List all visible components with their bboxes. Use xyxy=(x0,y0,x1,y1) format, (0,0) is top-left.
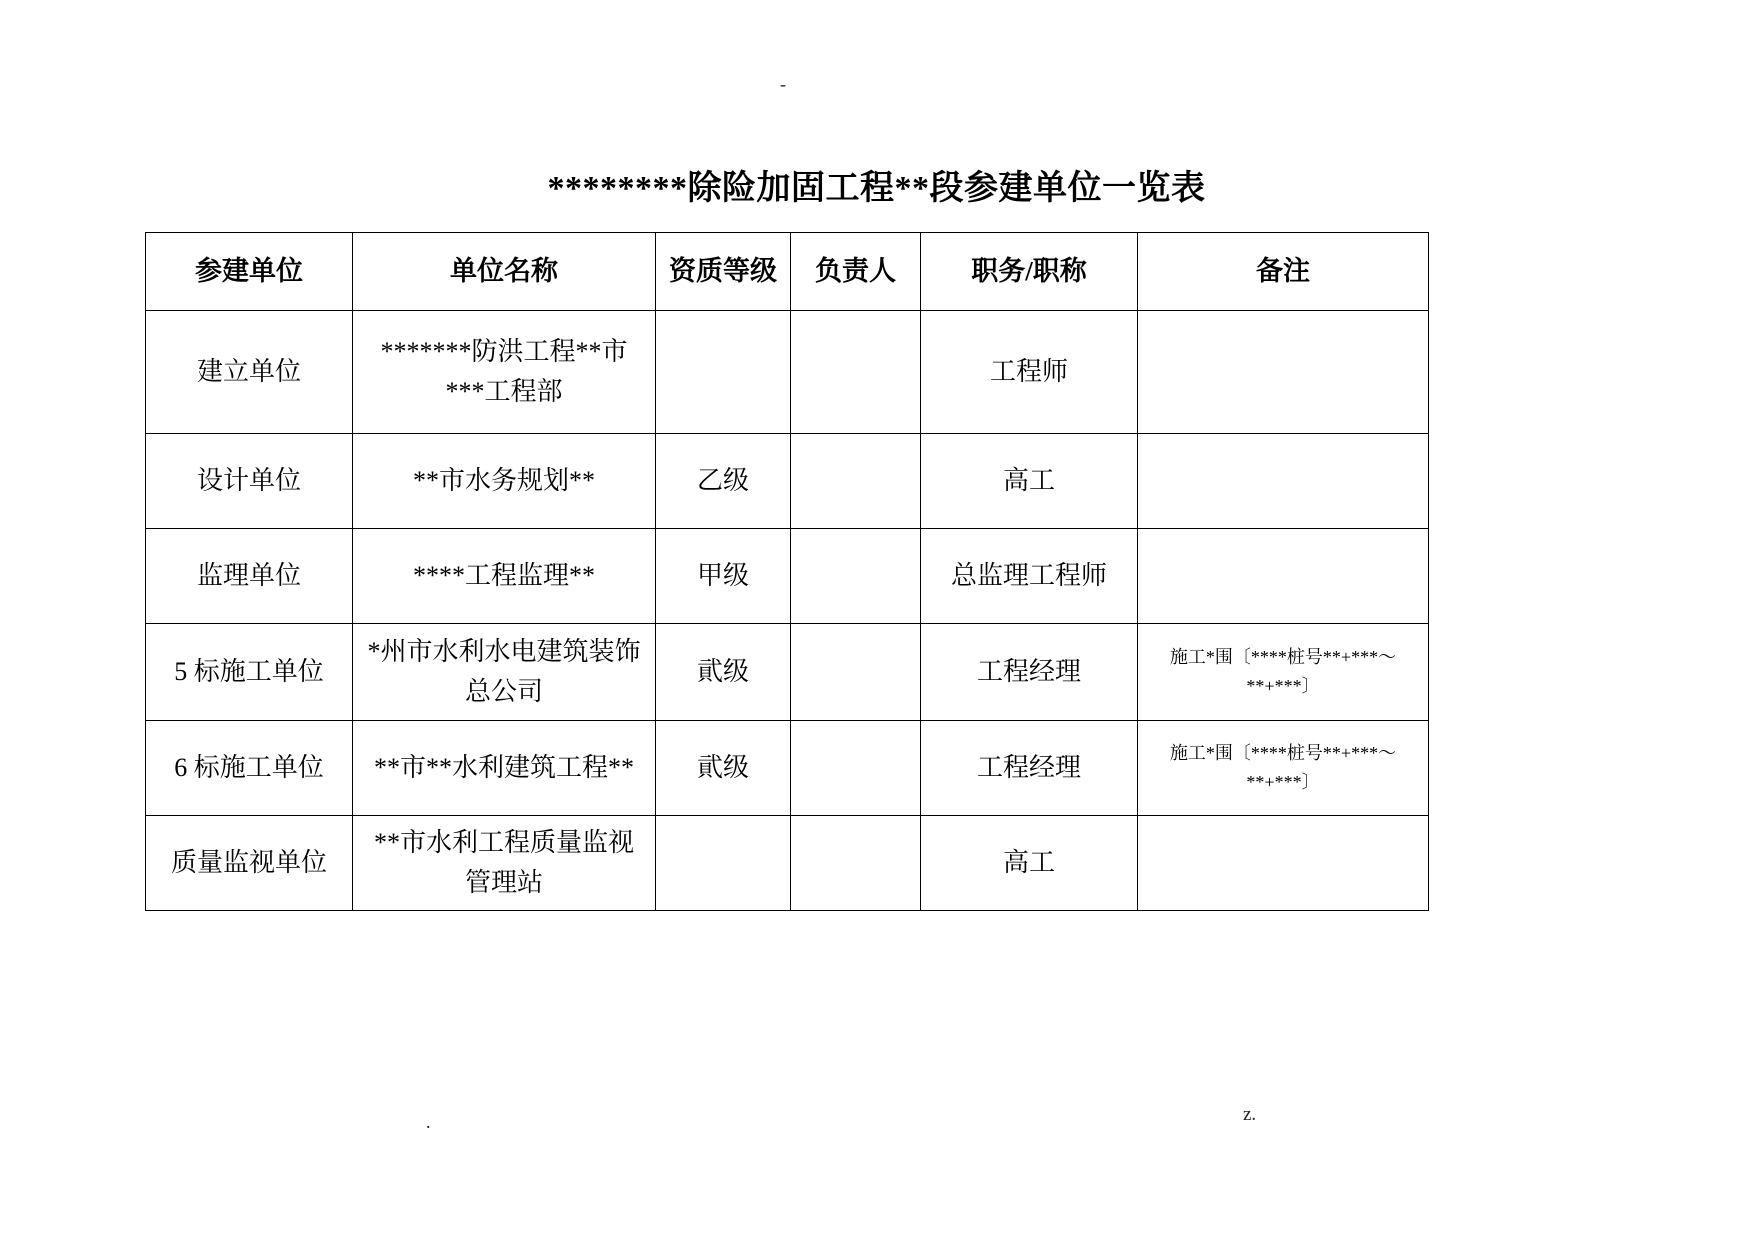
cell-unit-type: 5 标施工单位 xyxy=(146,624,353,721)
cell-remark xyxy=(1138,816,1429,911)
cell-unit-name: **市水利工程质量监视管理站 xyxy=(353,816,656,911)
cell-person xyxy=(791,624,921,721)
column-header-title: 职务/职称 xyxy=(921,233,1138,311)
cell-qualification: 貮级 xyxy=(656,624,791,721)
column-header-person: 负责人 xyxy=(791,233,921,311)
column-header-qualification: 资质等级 xyxy=(656,233,791,311)
column-header-unit-type: 参建单位 xyxy=(146,233,353,311)
cell-title: 工程经理 xyxy=(921,624,1138,721)
column-header-remark: 备注 xyxy=(1138,233,1429,311)
cell-person xyxy=(791,529,921,624)
cell-qualification xyxy=(656,816,791,911)
cell-unit-type: 建立单位 xyxy=(146,311,353,434)
table-header-row xyxy=(146,233,1429,311)
table-row xyxy=(146,721,1429,816)
cell-unit-name: *州市水利水电建筑装饰总公司 xyxy=(353,624,656,721)
cell-unit-type: 监理单位 xyxy=(146,529,353,624)
cell-unit-type: 质量监视单位 xyxy=(146,816,353,911)
cell-person xyxy=(791,434,921,529)
cell-title: 总监理工程师 xyxy=(921,529,1138,624)
cell-qualification: 貮级 xyxy=(656,721,791,816)
table-row xyxy=(146,311,1429,434)
cell-qualification xyxy=(656,311,791,434)
cell-qualification: 乙级 xyxy=(656,434,791,529)
cell-title: 工程经理 xyxy=(921,721,1138,816)
cell-title: 工程师 xyxy=(921,311,1138,434)
column-header-unit-name: 单位名称 xyxy=(353,233,656,311)
table-row xyxy=(146,529,1429,624)
cell-unit-name: **市水务规划** xyxy=(353,434,656,529)
table-row xyxy=(146,434,1429,529)
top-dash-mark: - xyxy=(780,74,786,94)
bottom-right-z-mark: z. xyxy=(1243,1104,1257,1125)
table-row xyxy=(146,816,1429,911)
cell-remark: 施工*围〔****桩号**+***～**+***〕 xyxy=(1138,721,1429,816)
cell-unit-name: ****工程监理** xyxy=(353,529,656,624)
cell-remark xyxy=(1138,434,1429,529)
cell-remark xyxy=(1138,311,1429,434)
table-row xyxy=(146,624,1429,721)
cell-unit-name: *******防洪工程**市***工程部 xyxy=(353,311,656,434)
cell-unit-name: **市**水利建筑工程** xyxy=(353,721,656,816)
cell-remark xyxy=(1138,529,1429,624)
cell-unit-type: 6 标施工单位 xyxy=(146,721,353,816)
cell-person xyxy=(791,721,921,816)
cell-title: 高工 xyxy=(921,816,1138,911)
participating-units-table xyxy=(145,232,1429,911)
bottom-left-dot-mark: . xyxy=(426,1112,431,1132)
cell-unit-type: 设计单位 xyxy=(146,434,353,529)
cell-remark: 施工*围〔****桩号**+***～**+***〕 xyxy=(1138,624,1429,721)
cell-person xyxy=(791,311,921,434)
document-title: ********除险加固工程**段参建单位一览表 xyxy=(547,170,1206,207)
cell-qualification: 甲级 xyxy=(656,529,791,624)
cell-title: 高工 xyxy=(921,434,1138,529)
cell-person xyxy=(791,816,921,911)
